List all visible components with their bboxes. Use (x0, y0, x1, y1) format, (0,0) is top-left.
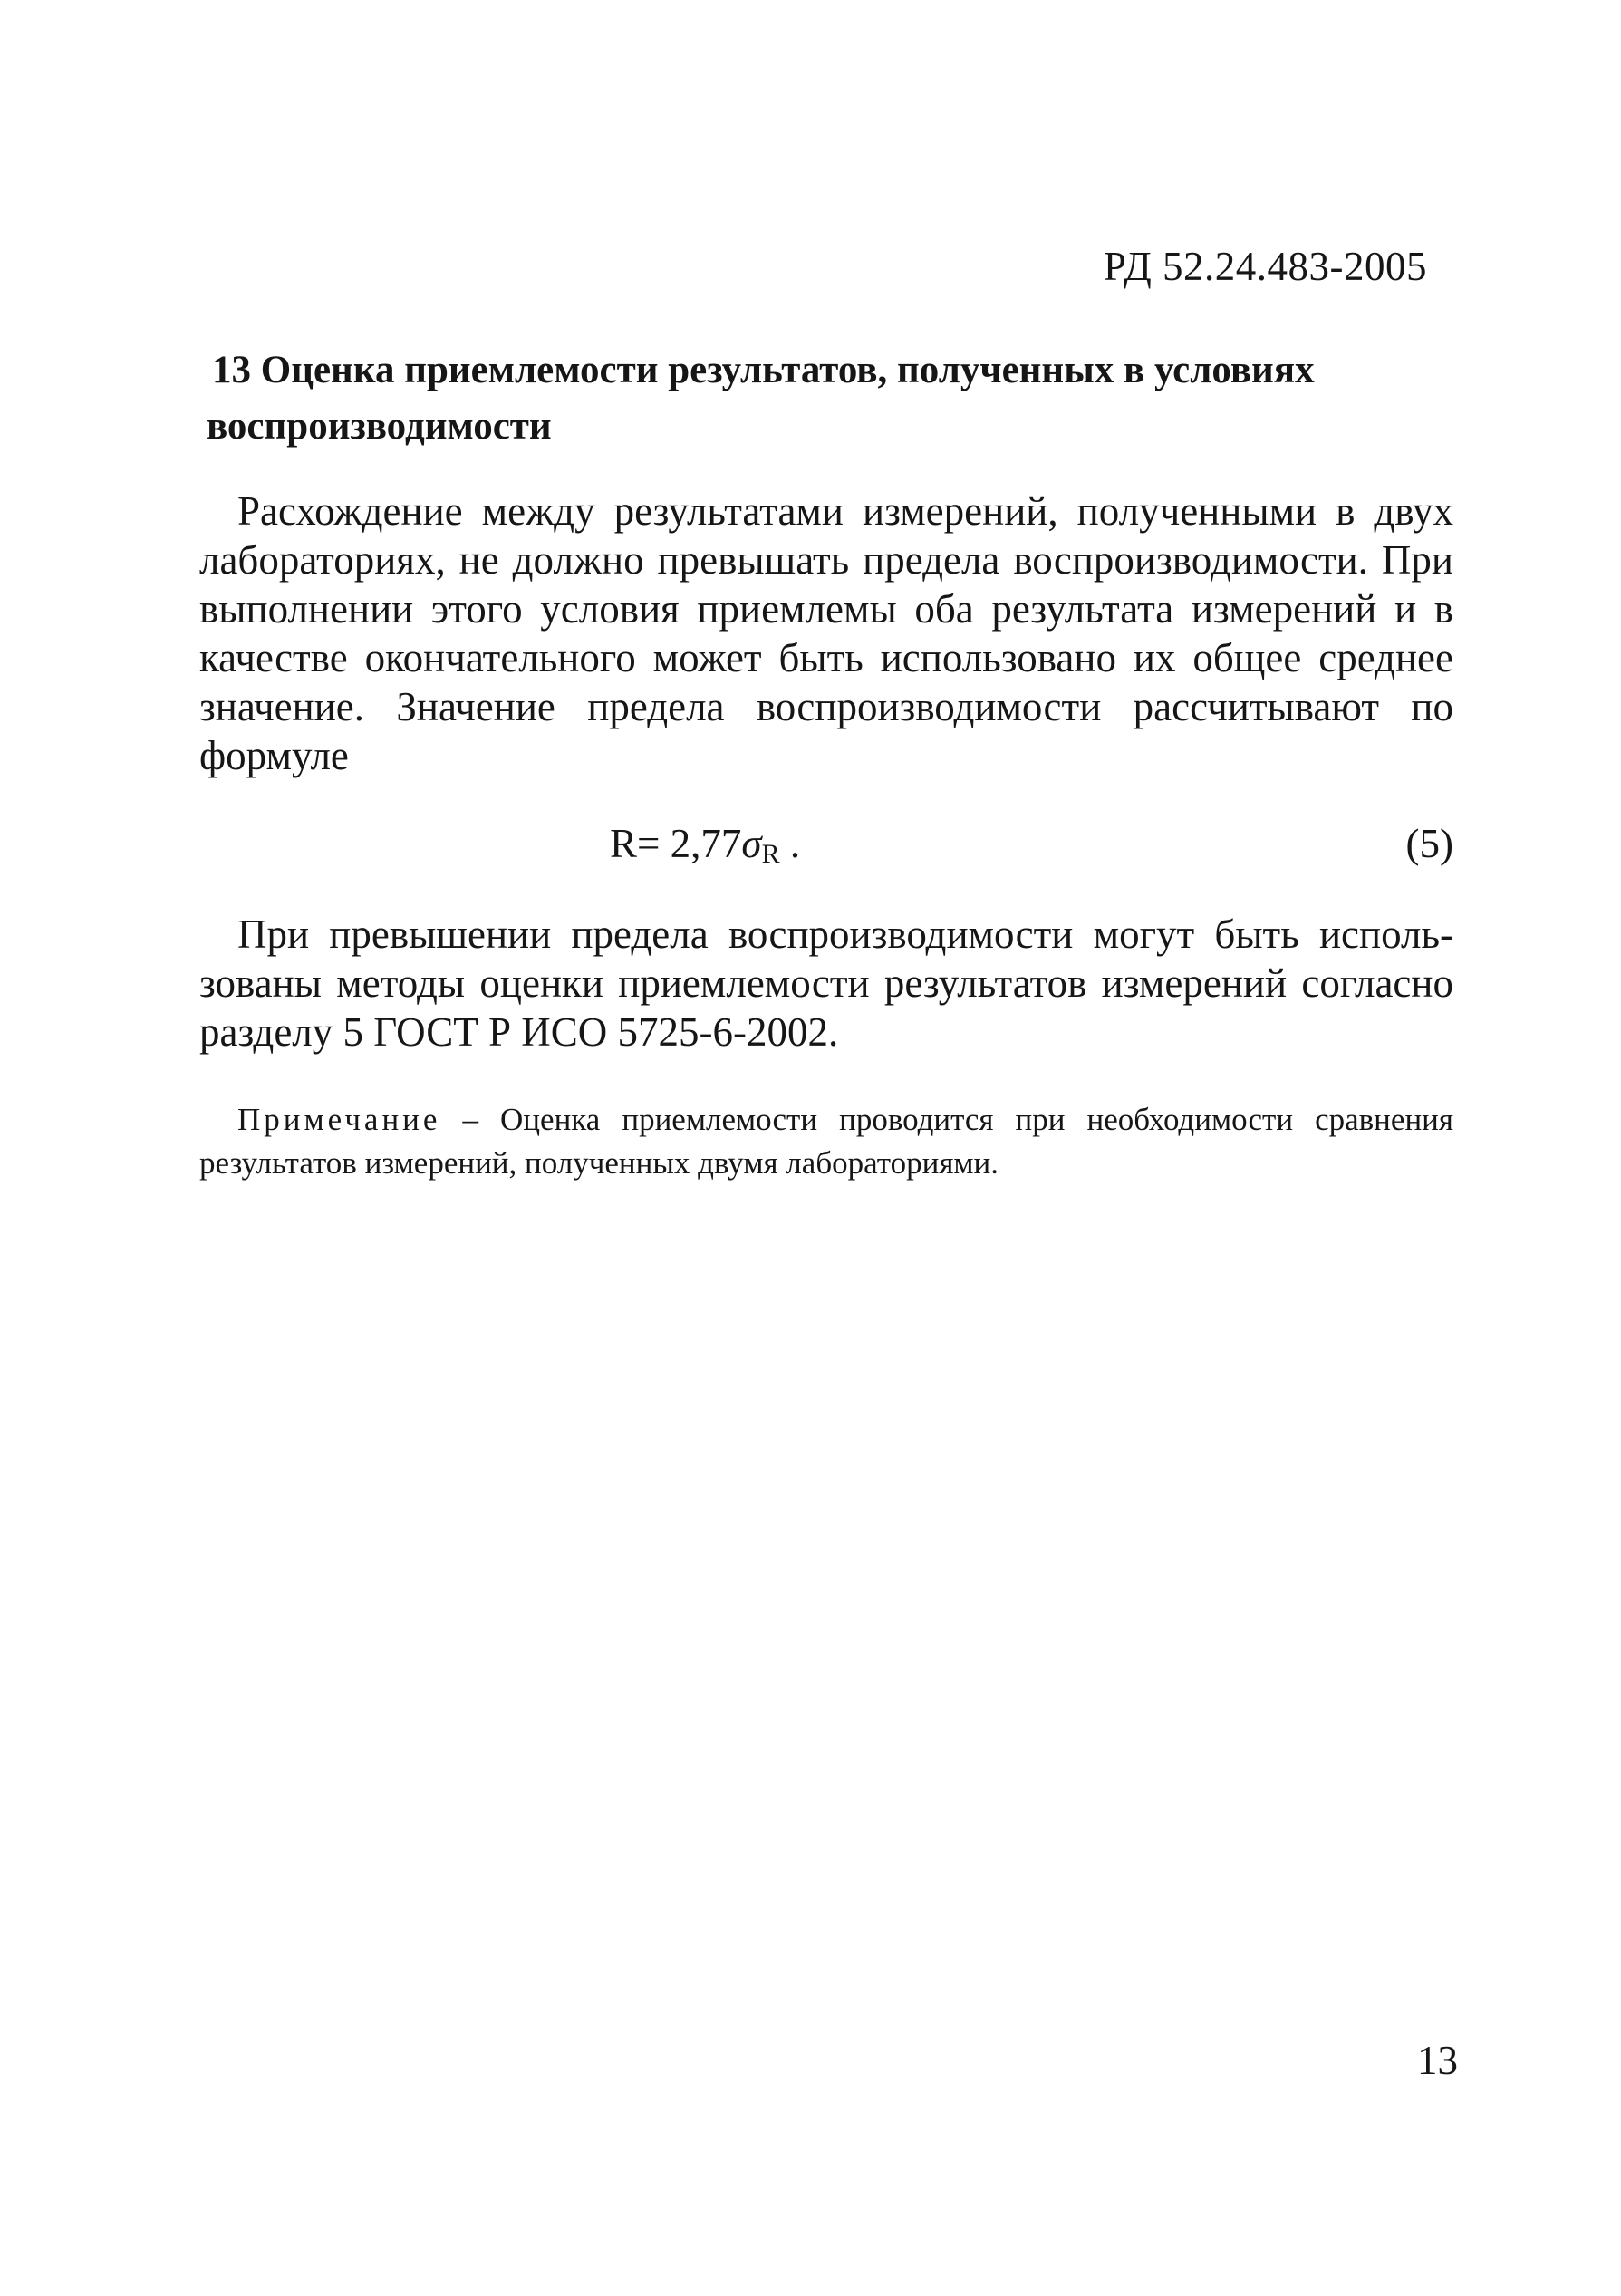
formula-sigma: σ (741, 821, 762, 866)
note (199, 1098, 1453, 1185)
section-title (207, 342, 1453, 455)
section-title-line-2: воспроизводимости (207, 405, 552, 448)
formula-row (199, 820, 1453, 874)
page-number: 13 (1417, 2038, 1458, 2083)
formula-lhs: R= 2,77 (610, 821, 742, 866)
formula (610, 820, 800, 870)
document-code-header: РД 52.24.483-2005 (1103, 244, 1427, 289)
paragraph-reproducibility-limit: Расхождение между результатами измерений, полученными в двух лабораториях, не должно превышать предела воспроизводимости. При выполнении этого условия приемлемы оба результата измерений и в качестве окончательного может быть использовано их общее среднее значение. Значение предела воспроизводимости рассчитывают по формуле (199, 488, 1453, 778)
formula-subscript: R (761, 839, 780, 869)
formula-number: (5) (1405, 821, 1453, 866)
section-title-line-1: 13 Оценка приемлемости результатов, полученных в условиях (212, 349, 1315, 391)
paragraph-exceeding-limit: При превышении предела воспроизводимости могут быть использованы методы оценки приемлемости результатов измерений согласно разделу 5 ГОСТ Р ИСО 5725-6-2002. (199, 912, 1453, 1055)
note-dash: – (440, 1102, 501, 1137)
note-text: Оценка приемлемости проводится при необходимости сравнения результатов измерений, полученных двумя лабораториями. (199, 1102, 1454, 1181)
formula-tail: . (779, 821, 801, 866)
note-label: Примечание (237, 1102, 441, 1137)
